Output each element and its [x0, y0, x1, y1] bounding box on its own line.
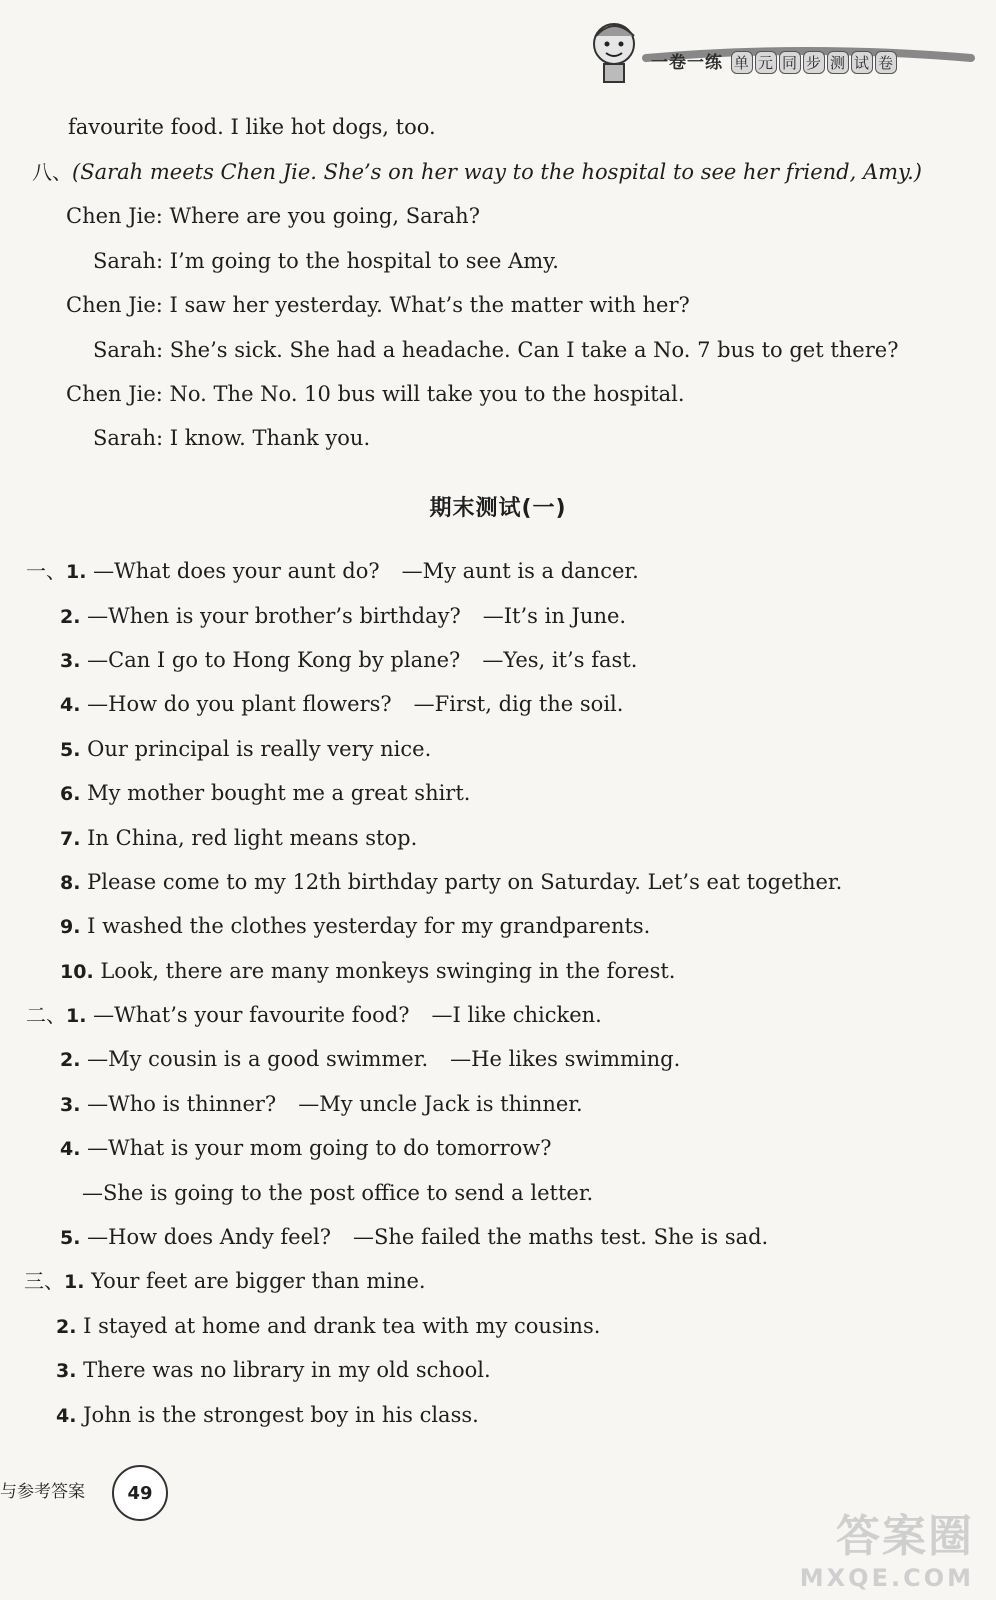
header-brand: 一卷一练	[651, 53, 723, 73]
answer-row	[60, 1091, 583, 1118]
item-number: 2.	[60, 1049, 81, 1071]
answer-row	[60, 647, 637, 674]
item-number: 2.	[56, 1316, 77, 1338]
question-text: —How do you plant flowers?	[87, 692, 392, 716]
item-number: 1.	[66, 561, 87, 583]
header-subtitle-char: 试	[851, 51, 873, 74]
continuation-line: favourite food. I like hot dogs, too.	[68, 115, 436, 139]
watermark	[800, 1500, 974, 1592]
item-number: 10.	[60, 961, 94, 983]
item-number: 3.	[60, 650, 81, 672]
item-number: 4.	[60, 1138, 81, 1160]
header-subtitle-char: 元	[755, 51, 777, 74]
question-text: —My cousin is a good swimmer.	[87, 1047, 429, 1071]
answer-text: —He likes swimming.	[450, 1047, 681, 1071]
watermark-line1: 答案圈	[836, 1511, 974, 1562]
question-text: I stayed at home and drank tea with my cousins.	[83, 1314, 601, 1338]
section-marker: 二、	[26, 1003, 66, 1027]
answer-row	[56, 1313, 600, 1340]
answer-text: —She failed the maths test. She is sad.	[353, 1225, 769, 1249]
header-subtitle-char: 单	[731, 51, 753, 74]
answer-text: —It’s in June.	[482, 604, 627, 628]
item-number: 3.	[56, 1360, 77, 1382]
answer-row	[60, 1046, 680, 1073]
question-text: —What’s your favourite food?	[93, 1003, 410, 1027]
section8-intro	[32, 159, 922, 185]
item-number: 1.	[66, 1005, 87, 1027]
item-number: 1.	[64, 1271, 85, 1293]
answer-row	[26, 558, 639, 585]
item-number: 2.	[60, 606, 81, 628]
answer-text: —I like chicken.	[431, 1003, 602, 1027]
question-text: —What does your aunt do?	[93, 559, 380, 583]
answer-row	[60, 780, 470, 807]
question-text: Look, there are many monkeys swinging in the forest.	[100, 959, 676, 983]
item-number: 8.	[60, 872, 81, 894]
dialogue-line: Chen Jie: Where are you going, Sarah?	[66, 204, 480, 228]
item-number: 5.	[60, 739, 81, 761]
item-number: 4.	[60, 694, 81, 716]
header-banner	[576, 14, 976, 86]
answer-row	[60, 691, 623, 718]
question-text: Our principal is really very nice.	[87, 737, 432, 761]
answer-row	[24, 1268, 426, 1295]
section-marker: 八、	[32, 160, 72, 184]
answer-row	[60, 1135, 552, 1162]
answer-row	[56, 1357, 491, 1384]
header-subtitle-char: 卷	[875, 51, 897, 74]
header-subtitle-char: 步	[803, 51, 825, 74]
dialogue-line: Sarah: She’s sick. She had a headache. Can I take a No. 7 bus to get there?	[93, 338, 899, 362]
dialogue-line: Sarah: I’m going to the hospital to see Amy.	[93, 249, 559, 273]
section8-intro-text: (Sarah meets Chen Jie. She’s on her way to the hospital to see her friend, Amy.)	[72, 160, 922, 184]
dialogue-line: Chen Jie: No. The No. 10 bus will take you to the hospital.	[66, 382, 685, 406]
page-number: 49	[112, 1465, 168, 1521]
question-text: My mother bought me a great shirt.	[87, 781, 471, 805]
question-text: Please come to my 12th birthday party on Saturday. Let’s eat together.	[87, 870, 843, 894]
answer-row	[60, 958, 675, 985]
question-text: John is the strongest boy in his class.	[83, 1403, 479, 1427]
page-footer	[0, 1455, 200, 1545]
exam-title: 期末测试(一)	[429, 496, 567, 521]
question-text: —How does Andy feel?	[87, 1225, 331, 1249]
dialogue-line: Chen Jie: I saw her yesterday. What’s the matter with her?	[66, 293, 690, 317]
footer-label: 与参考答案	[0, 1482, 85, 1502]
question-text: Your feet are bigger than mine.	[91, 1269, 426, 1293]
item-number: 7.	[60, 828, 81, 850]
answer-row	[26, 1002, 602, 1029]
answer-row	[56, 1402, 479, 1429]
answer-row	[60, 913, 650, 940]
watermark-line2: MXQE.COM	[799, 1564, 974, 1592]
header-subtitle-char: 测	[827, 51, 849, 74]
item-number: 4.	[56, 1405, 77, 1427]
question-text: In China, red light means stop.	[87, 826, 418, 850]
answer-row	[60, 603, 626, 630]
header-subtitle-char: 同	[779, 51, 801, 74]
answer-row	[60, 869, 842, 896]
item-number: 5.	[60, 1227, 81, 1249]
item-number: 9.	[60, 916, 81, 938]
dialogue-line: Sarah: I know. Thank you.	[93, 426, 371, 450]
question-text: —What is your mom going to do tomorrow?	[87, 1136, 552, 1160]
section-marker: 三、	[24, 1269, 64, 1293]
answer-text: —First, dig the soil.	[413, 692, 624, 716]
answer-text: —Yes, it’s fast.	[482, 648, 638, 672]
question-text: —Can I go to Hong Kong by plane?	[87, 648, 461, 672]
question-text: I washed the clothes yesterday for my grandparents.	[87, 914, 651, 938]
question-text: —Who is thinner?	[87, 1092, 277, 1116]
item-number: 6.	[60, 783, 81, 805]
answer-text: —My uncle Jack is thinner.	[298, 1092, 583, 1116]
question-text: —She is going to the post office to send a letter.	[82, 1181, 594, 1205]
answer-row	[60, 825, 417, 852]
answer-row	[82, 1180, 593, 1206]
item-number: 3.	[60, 1094, 81, 1116]
question-text: There was no library in my old school.	[83, 1358, 491, 1382]
answer-text: —My aunt is a dancer.	[401, 559, 639, 583]
question-text: —When is your brother’s birthday?	[87, 604, 461, 628]
answer-row	[60, 736, 431, 763]
section-marker: 一、	[26, 559, 66, 583]
answer-row	[60, 1224, 768, 1251]
